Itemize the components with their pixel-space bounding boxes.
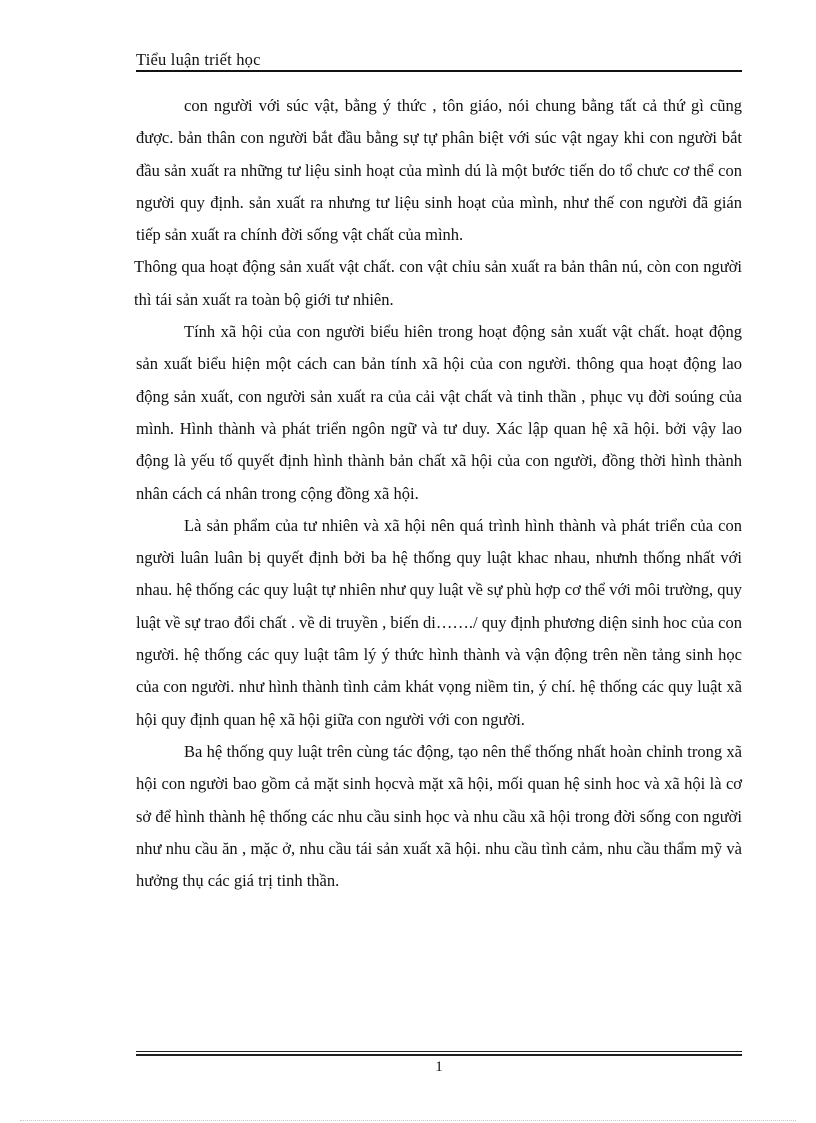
paragraph-4: Là sản phẩm của tư nhiên và xã hội nên quá trình hình thành và phát triển của con người luân luân bị quyết định bởi ba hệ thống quy luật khac nhau, nhưnh thống nhất với nhau. hệ thống các quy luật tự nhiên như quy luật về sự phù hợp cơ thể với môi trường, quy luật về sự trao đổi chất . về di truyền , biến di……./ quy định phương diện sinh hoc của con người. hệ thống các quy luật tâm lý ý thức hình thành và vận động trên nền tảng sinh học của con người. như hình thành tình cảm khát vọng niềm tin, ý chí. hệ thống các quy luật xã hội quy định quan hệ xã hội giữa con người với con người. [136,515,742,729]
page-header [136,50,742,74]
paragraph-3: Tính xã hội của con người biểu hiên trong hoạt động sản xuất vật chất. hoạt động sản xuất biểu hiện một cách can bản tính xã hội của con người. thông qua hoạt động lao động sản xuất, con người sản xuất ra của cải vật chất và tinh thần , phục vụ đời soúng của mình. Hình thành và phát triển ngôn ngữ và tư duy. Xác lập quan hệ xã hội. bởi vậy lao động là yếu tố quyết định hình thành bản chất xã hội của con người, đồng thời hình thành nhân cách cá nhân trong cộng đồng xã hội. [136,322,742,503]
header-rule [136,70,742,72]
paragraph-1: con người với súc vật, bằng ý thức , tôn giáo, nói chung bằng tất cả thứ gì cũng được. bản thân con người bắt đầu bằng sự tự phân biệt với súc vật ngay khi con người bắt đầu sản xuất ra những tư liệu sinh hoạt của mình dú là một bước tiến do tổ chưc cơ thể con người quy định. sản xuất ra nhưng tư liệu sinh hoạt của mình, như thế con người đã gián tiếp sản xuất ra chính đời sống vật chất của mình. [136,96,742,245]
document-body [136,90,742,897]
paragraph-5: Ba hệ thống quy luật trên cùng tác động, tạo nên thể thống nhất hoàn chỉnh trong xã hội con người bao gồm cả mặt sinh họcvà mặt xã hội, mối quan hệ sinh hoc và xã hội là cơ sở để hình thành hệ thống các nhu cầu sinh học và nhu cầu xã hội trong đời sống con người như nhu cầu ăn , mặc ở, nhu cầu tái sản xuất xã hội. nhu cầu tình cảm, nhu cầu thẩm mỹ và hưởng thụ các giá trị tinh thần. [136,741,742,891]
header-title: Tiểu luận triết học [136,50,261,69]
footer-rule-thin [136,1051,742,1052]
page-number: 1 [435,1059,443,1075]
footer-rule-thick [136,1054,742,1056]
paragraph-2: Thông qua hoạt động sản xuất vật chất. con vật chỉu sản xuất ra bản thân nú, còn con người thì tái sản xuất ra toàn bộ giới tư nhiên. [134,257,742,309]
page-footer [136,1051,742,1076]
page-edge-divider [20,1120,796,1121]
